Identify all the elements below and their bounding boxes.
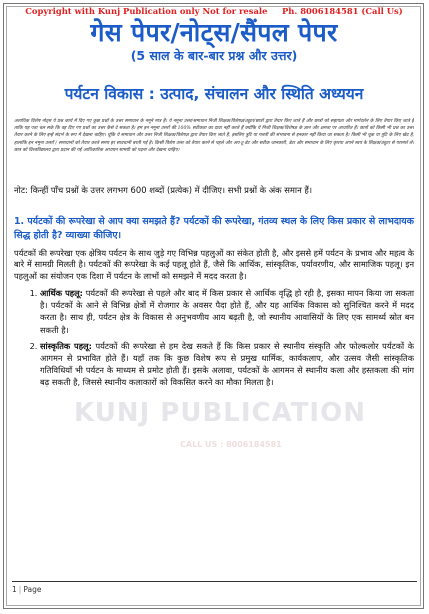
phone-text: Ph. 8006184581 (Call Us) [282,6,403,16]
instruction-note: नोट: किन्हीं पाँच प्रश्नों के उत्तर लगभग 600 शब्दों (प्रत्येक) में दीजिए। सभी प्रश्नों के अंक समान हैं। [14,185,313,195]
page-number: 1 [12,585,17,594]
disclaimer-text: अत्यधिक विशेष नोट्स ये प्रश्न कार्य में दिए गए कुछ प्रश्नों के उत्तर समाधान के नमूने मात्र हैं। ये नमूना उत्तर/समाधान निजी शिक्षक/विशेषज्ञ/ट्यूटर/छात्रों द्वारा तैयार किए जाते हैं और छात्रों को सहायता और मार्गदर्शन के लिए तैयार किए जाते हैं ताकि यह पता चल सके कि वह दिए गए प्रश्नों का उत्तर कैसे दे सकता है। हम इन नमूना उत्तरों की 100% सटीकता का दावा नहीं करते हैं क्योंकि ये निजी शिक्षक/विशेषज्ञ के ज्ञान और क्षमता पर आधारित हैं। छात्रों को किसी भी प्रश्न का उत्तर तैयार करने के लिए इन्हें संदर्भ के रूप में देखना चाहिए। चूंकि ये समाधान और उत्तर निजी शिक्षक/विशेषज्ञ द्वारा तैयार किए जाते हैं, इसलिए त्रुटि या गलती की संभावना से इनकार नहीं किया जा सकता है। किसी भी चूक या त्रुटि के लिए खेद है, हालांकि इन नमूना उत्तरों / समाधानों को तैयार करते समय हर सावधानी बरती गई है। किसी विशेष उत्तर को तैयार करने से पहले और अप-टू-डेट और सटीक जानकारी, डेटा और समाधान के लिए कृपया अपने स्वयं के शिक्षक/ट्यूटर से परामर्श लें। छात्र को विश्वविद्यालय द्वारा प्रदान की गई आधिकारिक अध्ययन सामग्री को पढ़ना और देखना चाहिए। [14,119,414,153]
page-content [14,6,414,393]
page-footer: 1 | Page [12,581,417,594]
copyright-line [14,6,414,16]
answer-points [14,287,414,389]
page-title: गेस पेपर/नोट्स/सैंपल पेपर [90,18,338,47]
answer-intro: पर्यटकों की रूपरेखा एक क्षेत्रिय पर्यटन के साथ जुड़े गए विभिन्न पहलुओं का संकेत होती है, और इससे हमें पर्यटन के प्रभाव और महत्व के बारे में सामग्री मिलती है। पर्यटकों की रूपरेखा के कई पहलू होते हैं, जैसे कि आर्थिक, सांस्कृतिक, पर्यावरणीय, और सामाजिक पहलू। इन पहलुओं का संयोजन एक दिशा में पर्यटन के लाभों को समझने में मदद करता है। [14,247,414,282]
chapter-title: पर्यटन विकास : उत्पाद, संचालन और स्थिति अध्ययन [64,85,364,103]
watermark: KUNJ PUBLICATION [74,398,366,428]
question-heading: 1. पर्यटकों की रूपरेखा से आप क्या समझते हैं? पर्यटकों की रूपरेखा, गंतव्य स्थल के लिए किस प्रकार से लाभदायक सिद्ध होती है? व्याख्या कीजिए। [14,215,414,241]
copyright-text: Copyright with Kunj Publication only Not for resale [25,6,268,16]
answer-point [40,287,414,336]
answer-point [40,340,414,389]
page-label: Page [23,585,42,594]
point-text: पर्यटकों की रूपरेखा से हम देख सकते हैं कि किस प्रकार से स्थानीय संस्कृति और फोल्कलोर पर्यटकों के आगमन से प्रभावित होते हैं। यहाँ तक कि कुछ विशेष रूप से प्रमुख धार्मिक, कार्यकलाप, और उत्सव जैसी सांस्कृतिक गतिविधियाँ भी पर्यटन के माध्यम से प्रमोट होती हैं। इसके अलावा, पर्यटकों के आगमन से स्थानीय कला और हस्तकला की मांग बढ़ सकती है, जिससे स्थानीय कलाकारों को विकसित करने का मौका मिलता है। [40,340,414,388]
point-title: सांस्कृतिक पहलू: [40,340,92,351]
point-title: आर्थिक पहलू: [40,287,83,298]
point-text: पर्यटकों की रूपरेखा से पहले और बाद में किस प्रकार से आर्थिक वृद्धि हो रही है, इसका मापन किया जा सकता है। पर्यटकों के आने से विभिन्न क्षेत्रों में रोजगार के अवसर पैदा होते हैं, और यह आर्थिक विकास को सुनिश्चित करने में मदद करता है। साथ ही, पर्यटन क्षेत्र के विकास से अनुभवणीय आय बढ़ती है, जो स्थानीय आवासियों के लिए एक सामर्थ्य स्रोत बन सकती है। [40,287,415,335]
watermark-subtext: CALL US : 8006184581 [180,440,282,449]
page-subtitle: (5 साल के बार-बार प्रश्न और उत्तर) [130,48,298,63]
